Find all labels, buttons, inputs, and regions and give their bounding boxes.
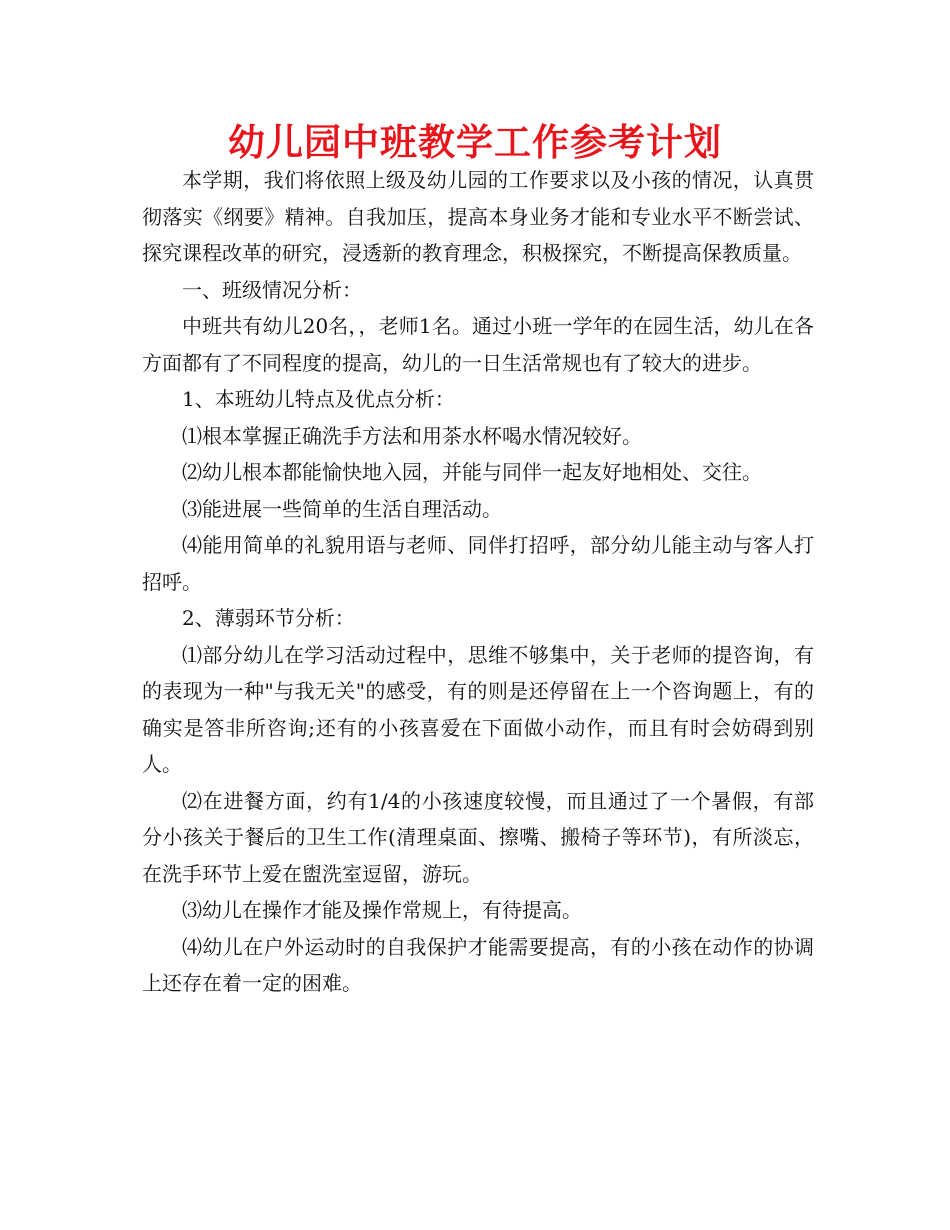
list-item-strength-1: ⑴根本掌握正确洗手方法和用茶水杯喝水情况较好。 xyxy=(182,423,642,448)
list-item-strength-2: ⑵幼儿根本都能愉快地入园，并能与同伴一起友好地相处、交往。 xyxy=(182,460,762,484)
paragraph-intro: 本学期，我们将依照上级及幼儿园的工作要求以及小孩的情况，认真贯彻落实《纲要》精神。自我加压，提高本身业务才能和专业水平不断尝试、探究课程改革的研究，浸透新的教育理念，积极探究，不断提高保教质量。 xyxy=(142,168,814,265)
list-item-weakness-3: ⑶幼儿在操作才能及操作常规上，有待提高。 xyxy=(182,898,582,922)
list-item-weakness-2: ⑵在进餐方面，约有1/4的小孩速度较慢，而且通过了一个暑假，有部分小孩关于餐后的卫生工作(清理桌面、擦嘴、搬椅子等环节)，有所淡忘，在洗手环节上爱在盥洗室逗留，游玩。 xyxy=(142,788,814,886)
paragraph-class-overview: 中班共有幼儿20名，，老师1名。通过小班一学年的在园生活，幼儿在各方面都有了不同程度的提高，幼儿的一日生活常规也有了较大的进步。 xyxy=(142,314,814,375)
list-item-strength-4: ⑷能用简单的礼貌用语与老师、同伴打招呼，部分幼儿能主动与客人打招呼。 xyxy=(142,533,814,594)
list-item-weakness-4: ⑷幼儿在户外运动时的自我保护才能需要提高，有的小孩在动作的协调上还存在着一定的困难。 xyxy=(142,934,814,995)
list-item-weakness-1: ⑴部分幼儿在学习活动过程中，思维不够集中，关于老师的提咨询，有的表现为一种"与我无关"的感受，有的则是还停留在上一个咨询题上，有的确实是答非所咨询;还有的小孩喜爱在下面做小动作，而且有时会妨碍到别人。 xyxy=(142,642,814,776)
document-title: 幼儿园中班教学工作参考计划 xyxy=(228,121,722,164)
heading-class-analysis: 一、班级情况分析： xyxy=(182,277,362,302)
list-item-strength-3: ⑶能进展一些简单的生活自理活动。 xyxy=(182,496,502,521)
heading-strengths: 1、本班幼儿特点及优点分析： xyxy=(182,387,455,411)
heading-weaknesses: 2、薄弱环节分析： xyxy=(182,606,355,630)
document-body xyxy=(142,162,814,1002)
